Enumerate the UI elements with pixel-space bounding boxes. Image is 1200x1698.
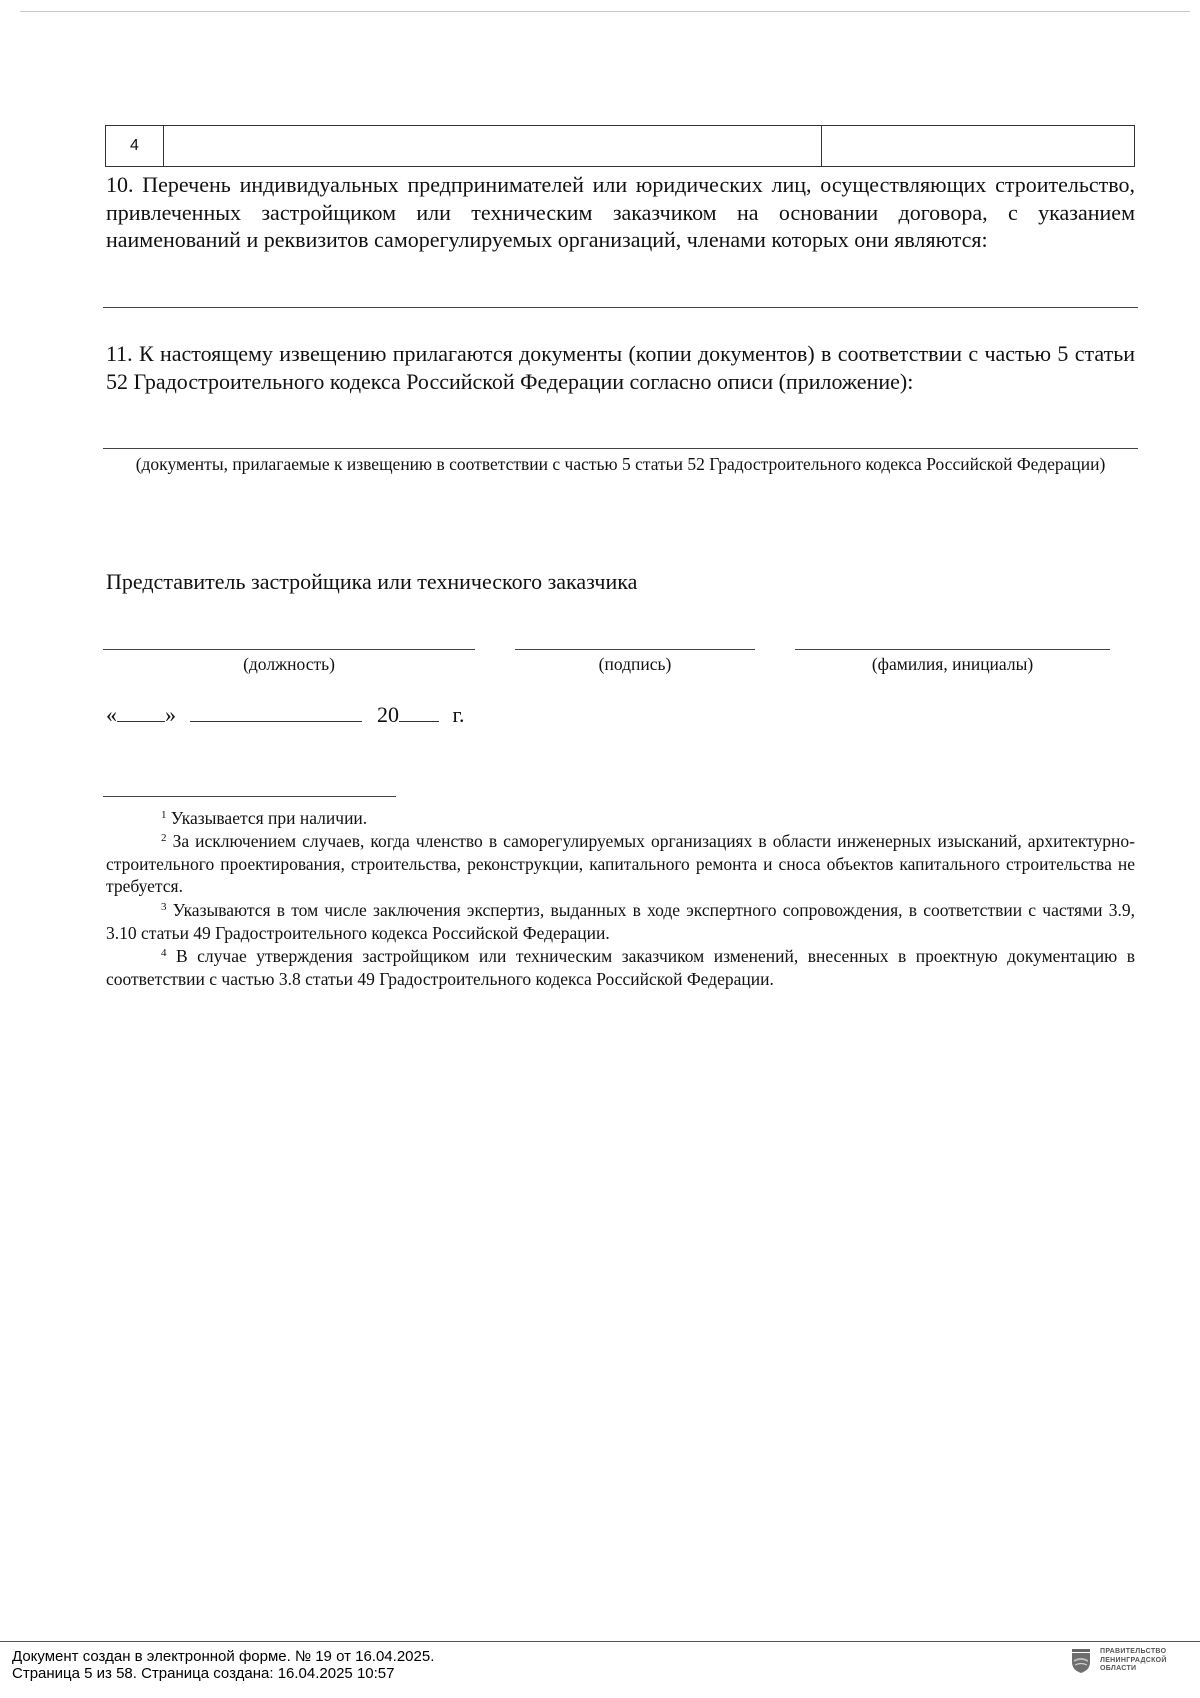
name-line xyxy=(795,649,1110,650)
year-suffix: г. xyxy=(452,702,465,727)
section-10-fill-line xyxy=(103,307,1138,308)
footer-divider xyxy=(0,1641,1200,1642)
footnote-4 xyxy=(106,945,1135,990)
government-logo-text xyxy=(1100,1648,1167,1674)
footnote-2 xyxy=(106,830,1135,898)
table-cell-details xyxy=(822,126,1134,166)
date-open-quote: « xyxy=(106,702,117,727)
signature-label: (подпись) xyxy=(598,654,672,674)
footer-line-2: Страница 5 из 58. Страница создана: 16.04.2025 10:57 xyxy=(12,1665,395,1682)
section-11-caption: (документы, прилагаемые к извещению в соответствии с частью 5 статьи 52 Градостроительного кодекса Российской Федерации) xyxy=(135,454,1106,474)
signature-line xyxy=(515,649,755,650)
month-blank xyxy=(190,703,362,722)
logo-line-3: ОБЛАСТИ xyxy=(1100,1665,1137,1673)
logo-line-2: ЛЕНИНГРАДСКОЙ xyxy=(1100,1656,1167,1664)
name-label: (фамилия, инициалы) xyxy=(871,654,1034,674)
footnote-3-text: Указываются в том числе заключения экспертиз, выданных в ходе экспертного сопровождения, в соответствии с частями 3.9, 3.10 статьи 49 Градостроительного кодекса Российской Федерации. xyxy=(106,900,1135,943)
scan-top-edge xyxy=(20,11,1190,12)
year-blank xyxy=(399,703,439,722)
footnote-separator xyxy=(103,796,396,797)
table-cell-name xyxy=(164,126,822,166)
footnote-1 xyxy=(106,807,1135,830)
table-row xyxy=(105,125,1135,167)
section-11-fill-line xyxy=(103,448,1138,449)
signature-title: Представитель застройщика или технического заказчика xyxy=(106,569,638,594)
date-row xyxy=(106,702,465,728)
footnote-1-text: Указывается при наличии. xyxy=(170,808,368,828)
footer-info xyxy=(12,1648,434,1682)
footer-line-1: Документ создан в электронной форме. № 19 от 16.04.2025. xyxy=(12,1648,435,1665)
footnote-4-text: В случае утверждения застройщиком или техническим заказчиком изменений, внесенных в проектную документацию в соответствии с частью 3.8 статьи 49 Градостроительного кодекса Российской Федерации. xyxy=(106,946,1135,989)
footnote-1-number: 1 xyxy=(161,809,167,821)
footnote-2-text: За исключением случаев, когда членство в саморегулируемых организациях в области инженерных изысканий, архитектурно-строительного проектирования, строительства, реконструкции, капитального ремонта и сноса объектов капитального строительства не требуется. xyxy=(106,831,1135,896)
section-10-text: 10. Перечень индивидуальных предпринимателей или юридических лиц, осуществляющих строительство, привлеченных застройщиком или техническим заказчиком на основании договора, с указанием наименований и реквизитов саморегулируемых организаций, членами которых они являются: xyxy=(106,172,1135,252)
footnote-2-number: 2 xyxy=(161,832,167,844)
position-line xyxy=(103,649,475,650)
day-blank xyxy=(117,703,165,722)
footnote-3-number: 3 xyxy=(161,901,167,913)
table-cell-number: 4 xyxy=(106,126,164,166)
section-11-text: 11. К настоящему извещению прилагаются документы (копии документов) в соответствии с частью 5 статьи 52 Градостроительного кодекса Российской Федерации согласно описи (приложение): xyxy=(106,341,1135,394)
date-close-quote: » xyxy=(165,702,176,727)
footnote-4-number: 4 xyxy=(161,947,167,959)
government-logo xyxy=(1070,1648,1167,1674)
footnote-3 xyxy=(106,899,1135,944)
coat-of-arms-icon xyxy=(1070,1648,1092,1674)
year-prefix: 20 xyxy=(377,702,399,727)
logo-line-1: ПРАВИТЕЛЬСТВО xyxy=(1100,1648,1167,1656)
position-label: (должность) xyxy=(243,654,335,674)
